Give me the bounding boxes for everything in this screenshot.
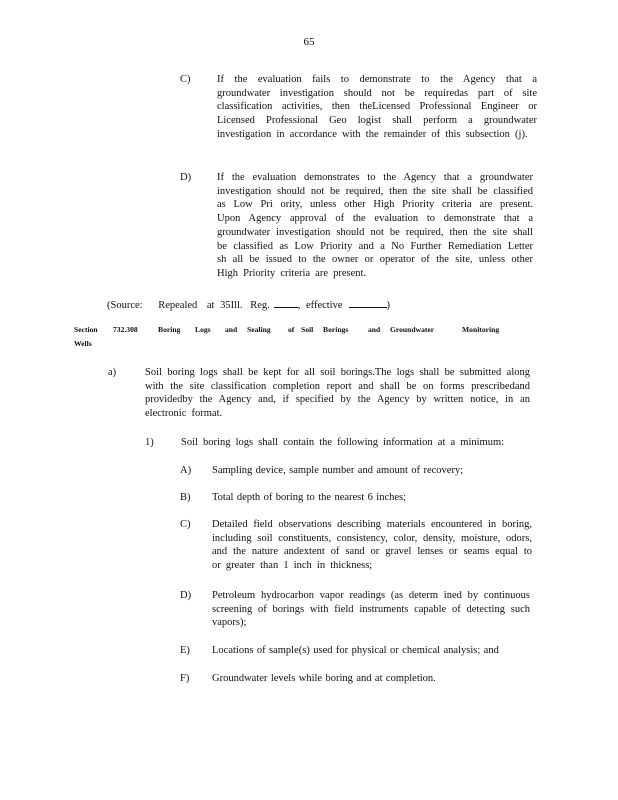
heading-word: Soil [301, 325, 314, 334]
sub-item-a-text: Sampling device, sample number and amount of recovery; [212, 465, 464, 476]
item-1-text: Soil boring logs shall contain the following information at a minimum: [181, 437, 505, 448]
sub-item-d-label: D) [180, 590, 192, 601]
source-open: (Source: [107, 300, 143, 311]
sub-item-b-label: B) [180, 492, 191, 503]
block-c-label: C) [180, 74, 191, 85]
block-d-label: D) [180, 172, 192, 183]
item-a-label: a) [108, 367, 117, 378]
heading-word: Logs [195, 325, 211, 334]
source-close: ) [386, 300, 391, 311]
section-heading [0, 324, 618, 352]
sub-item-d-text: Petroleum hydrocarbon vapor readings (as determ ined by continuous screening of borings with field instruments capable of detecting such vapors); [212, 590, 530, 629]
sub-item-a-label: A) [180, 465, 192, 476]
heading-word: and [368, 325, 381, 334]
heading-word: Borings [323, 325, 349, 334]
heading-wells: Wells [74, 339, 92, 348]
heading-word: Groundwater [390, 325, 435, 334]
page-number: 65 [303, 36, 315, 48]
source-reg: Reg. [250, 300, 270, 311]
source-note [107, 297, 390, 313]
block-d-paragraph: If the evaluation demonstrates to the Agency that a groundwater investigation should not be required, then the site shall be classified as Low Pri ority, unless other High Priority criteria are present. Upon Agency approval of the evaluation to demonstrate that a groundwater investigation should not be required, then the site shall be classified as Low Priority and a No Further Remediation Letter sh all be issued to the owner or operator of the site, unless other High Priority criteria are present. [217, 172, 533, 279]
heading-word: Monitoring [462, 325, 500, 334]
source-effective: , effective [297, 300, 343, 311]
sub-item-f-label: F) [180, 673, 190, 684]
sub-item-e-text: Locations of sample(s) used for physical or chemical analysis; and [212, 645, 499, 656]
source-repealed: Repealed [158, 300, 198, 311]
sub-item-f-text: Groundwater levels while boring and at completion. [212, 673, 436, 684]
block-c-paragraph: If the evaluation fails to demonstrate to the Agency that a groundwater investigation should not be requiredas part of site classification activities, then theLicensed Professional Engineer or Licensed Professional Geo logist shall perform a groundwater investigation in accordance with the remainder of this subsection (j). [217, 74, 537, 140]
register-volume-blank [274, 297, 298, 308]
sub-item-e-label: E) [180, 645, 190, 656]
source-at: at 35Ill. [206, 300, 243, 311]
heading-word: Boring [158, 325, 181, 334]
heading-word: Sealing [247, 325, 271, 334]
heading-word: and [225, 325, 238, 334]
section-number: 732.308 [113, 325, 138, 334]
sub-item-c-text: Detailed field observations describing materials encountered in boring, including soil constituents, consistency, color, density, moisture, odors, and the nature andextent of sand or gravel lenses or seams equal to or greater than 1 inch in thickness; [212, 519, 532, 572]
item-1-label: 1) [145, 437, 154, 448]
effective-date-blank [349, 297, 387, 308]
heading-word: of [288, 325, 295, 334]
sub-item-c-label: C) [180, 519, 191, 530]
sub-item-b-text: Total depth of boring to the nearest 6 inches; [212, 492, 407, 503]
section-word: Section [74, 325, 98, 334]
item-a-paragraph: Soil boring logs shall be kept for all soil borings.The logs shall be submitted along with the site classification completion report and shall be on forms prescribedand providedby the Agency and, if specified by the Agency by written notice, in an electronic format. [145, 367, 530, 420]
